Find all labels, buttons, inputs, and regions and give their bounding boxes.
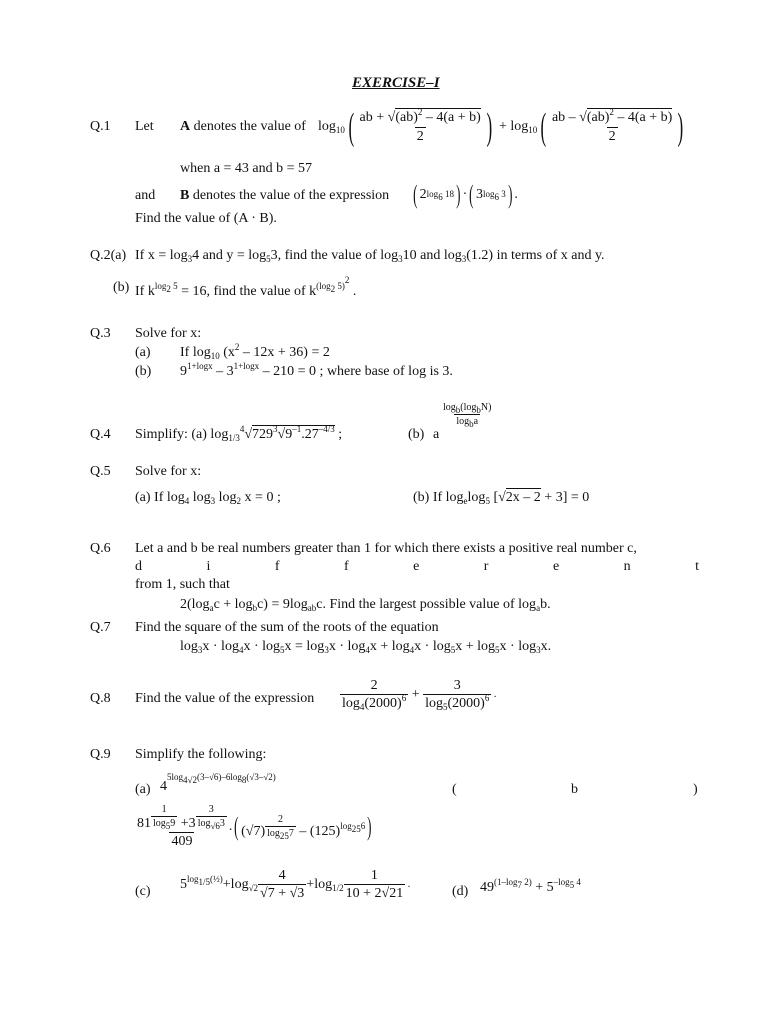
q2-number: Q.2(a) [90,248,127,263]
q9-b-open: ( [452,782,457,797]
q9-heading: Simplify the following: [135,747,267,762]
q3-a-label: (a) [135,345,151,360]
q1-a-definition: A denotes the value of [180,119,306,134]
exercise-title: EXERCISE–I [352,75,440,91]
q6-number: Q.6 [90,541,111,556]
q1-b-definition: B denotes the value of the expression [180,188,390,203]
q3-b-label: (b) [135,364,152,379]
q7-equation: $\log_3x \cdot \log_4x \cdot \log_5x = \log_3x \cdot \log_4x + \log_4x \cdot \log_5x + \log_5x \cdot \log_3x$. [180,639,552,655]
q4-number: Q.4 [90,427,111,442]
q3-a-text: If $\log_{10} (x^2 - 12x + 36) = 2$ [180,342,330,361]
q9-b-close: ) [693,782,698,797]
q6-line2: d i f f e r e n t [135,559,699,574]
q7-line1: Find the square of the sum of the roots of the equation [135,620,439,635]
q6-line3: from 1, such that [135,577,230,592]
q1-let: Let [135,119,154,134]
q1-when: when a = 43 and b = 57 [180,161,313,176]
q1-find: Find the value of (A · B). [135,211,277,226]
q5-b-text: (b) If $\log_e\log_5$ [√2x – 2 + 3] = 0 [413,490,590,506]
q5-number: Q.5 [90,464,111,479]
q6-line1: Let a and b be real numbers greater than 1 for which there exists a positive real number c, [135,541,637,556]
q5-a-text: (a) If $\log_4 \log_3 \log_2 x = 0$ ; [135,490,281,506]
q9-number: Q.9 [90,747,111,762]
q9-d-expression: $49^{(1-log_7 2)} + 5^{-log_5 4}$ [480,877,581,895]
q9-c-expression: $5^{log_{1/5}(\frac{1}{2})}$ $+\log_{√2}$ $\frac{4}{√7 + √3}$ $+\log_{1/2}$ $\frac{1}{10 + 2√21}$ . [180,868,411,902]
q1-log-expression: $\log_{10}$ ( $\frac{ab + √(ab)^2 - 4(a + b)}{2}$ ) + $\log_{10}$ ( $\frac{ab - √(ab)^2 - 4(a + b)}{2}$ ) [318,106,684,148]
q8-number: Q.8 [90,691,111,706]
q9-b-expression: 81 $^{\frac{1}{\log_59}}$ +3 $^{\frac{3}{\log_{√6}3}}$ 409 . ( (√7) $^{\frac{2}{\log_{25}7}}$ – $(125)^{log_{25}6}$ ) [137,804,372,850]
q3-number: Q.3 [90,326,111,341]
q4-b-label: (b) [408,427,425,442]
q1-number: Q.1 [90,119,111,134]
q1-and: and [135,188,156,203]
q9-a-expression: $4^{5log_{4√2}(3-√6)-6log_8(√3-√2)}$ [160,772,276,794]
q9-d-label: (d) [452,884,469,899]
q8-text: Find the value of the expression [135,691,315,706]
q2-b-text: If $k^{log_2 5} = 16$, find the value of $k^{(log_2 5)^2}$ . [135,275,357,299]
q1-b-expression: ( 2 $\log_6 18$ ) · ( 3 $\log_6 3$ ) . [413,180,518,209]
q9-a-label: (a) [135,782,151,797]
q9-c-label: (c) [135,884,151,899]
q3-b-text: $9^{1+logx} - 3^{1+logx} - 210 = 0$ ; where base of log is 3. [180,361,453,379]
q6-line4: $2(\log_ac + \log_bc) = 9\log_{ab}c$. Find the largest possible value of $\log_ab$. [180,597,551,613]
q4-b-base: a [433,427,440,442]
q8-expression: $\frac{2}{\log_4(2000)^6}$ + $\frac{3}{\log_5(2000)^6}$ . [342,678,497,713]
q9-b-label: b [571,782,578,797]
q3-heading: Solve for x: [135,326,202,341]
q2-b-label: (b) [113,280,130,295]
q5-heading: Solve for x: [135,464,202,479]
q7-number: Q.7 [90,620,111,635]
q2-a-text: If $x = \log_34$ and $y = \log_53$, find the value of $\log_310$ and $\log_3(1.2)$ in terms of x and y. [135,248,605,264]
q4-a-text: Simplify: (a) $\log_{1/3}^4√729^3√9^{-1}.27^{-4/3}$ ; [135,424,343,443]
q4-b-exponent: $\frac{\log_b(\log_bN)}{\log_ba}$ [443,402,492,429]
